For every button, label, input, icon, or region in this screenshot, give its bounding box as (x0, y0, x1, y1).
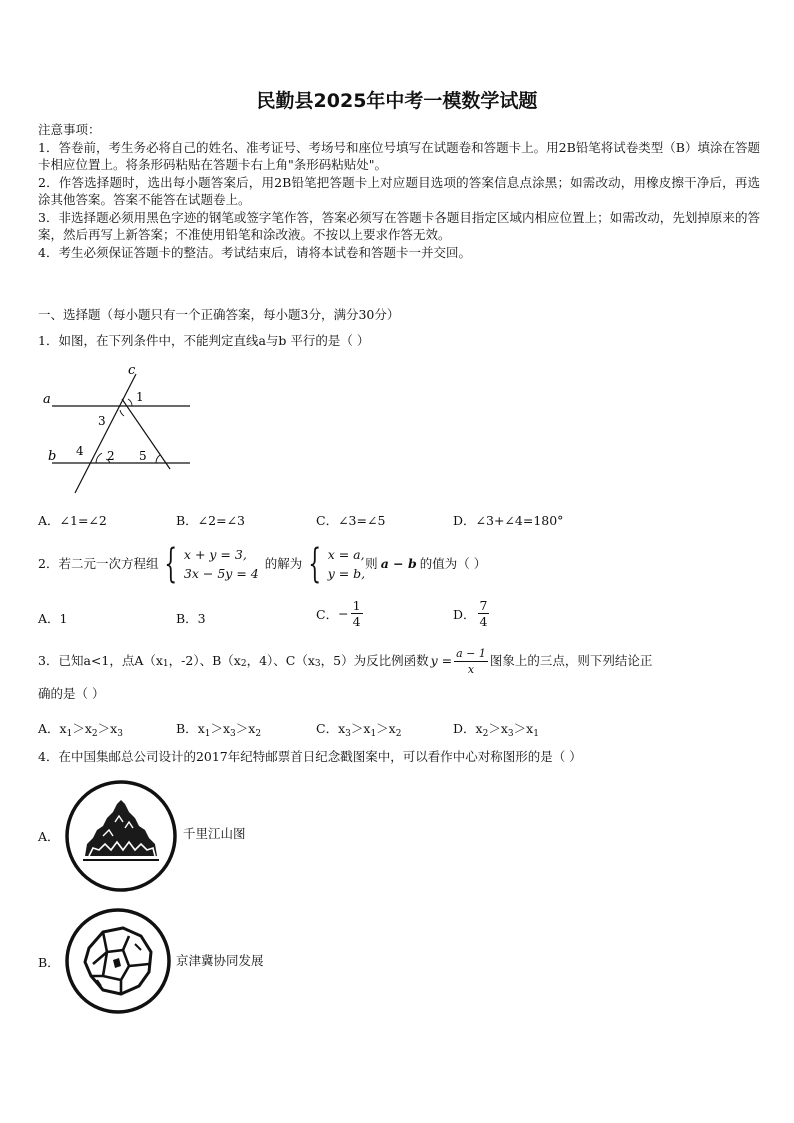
angle-label-1: 1 (136, 390, 144, 404)
q2-option-c-fraction (351, 598, 363, 629)
angle-arc-5 (156, 455, 160, 463)
option-label: C． (316, 721, 339, 736)
q2-sol1: x = a, (327, 547, 365, 562)
angle-label-3: 3 (98, 414, 106, 428)
subscript: 3 (117, 729, 123, 739)
var: x (59, 721, 67, 736)
q1-option-a[interactable]: A．∠1=∠2 (38, 513, 107, 528)
angle-label-2: 2 (107, 449, 115, 463)
q2-option-d[interactable] (453, 598, 491, 629)
q1-parallel-lines-figure (40, 362, 200, 497)
fraction-denominator: x (467, 662, 475, 676)
subscript: 3 (507, 729, 514, 739)
var: ＞x (97, 721, 118, 736)
q2-equation-system (184, 545, 259, 583)
subscript: 1 (204, 729, 211, 739)
q3-option-c[interactable] (316, 719, 401, 737)
note-item: 1．答卷前，考生务必将自己的姓名、准考证号、考场号和座位号填写在试题卷和答题卡上。用2B铅笔将试卷类型（B）填涂在答题卡相应位置上。将条形码粘贴在答题卡右上角"条形码粘贴处"。 (38, 139, 760, 172)
var: ＞x (235, 721, 256, 736)
q1-option-c[interactable]: C．∠3=∠5 (316, 513, 386, 528)
line-c (75, 374, 136, 493)
q3-stem-line2: 确的是（ ） (38, 686, 105, 701)
angle-arc-3 (120, 410, 124, 416)
q4-stem: 4．在中国集邮总公司设计的2017年纪特邮票首日纪念戳图案中，可以看作中心对称图形的是（ ） (38, 749, 582, 764)
q3-func-fraction (454, 646, 488, 677)
q3-text-d: ，5）为反比例函数 (320, 653, 429, 668)
option-label: D． (453, 721, 476, 736)
var: ＞x (513, 721, 534, 736)
page-title: 民勤县2025年中考一模数学试题 (256, 90, 538, 112)
stamp-qianli-jiangshan-icon (63, 778, 179, 894)
q2-suffix: 的值为（ ） (419, 556, 487, 571)
label-b: b (48, 449, 57, 464)
q3-text-c: ，4）、C（x (246, 653, 315, 668)
q2-option-c-sign: − (338, 606, 349, 621)
q3-text-a: 3．已知a<1，点A（x (38, 653, 163, 668)
fraction-denominator: 4 (352, 614, 361, 629)
q2-option-d-fraction (478, 598, 490, 629)
q2-sol2: y = b, (327, 566, 366, 581)
angle-label-4: 4 (76, 444, 84, 458)
angle-arc-1 (128, 399, 132, 406)
var: ＞x (350, 721, 371, 736)
q1-stem: 1．如图，在下列条件中，不能判定直线a与b 平行的是（ ） (38, 333, 370, 348)
q2-prefix: 2．若二元一次方程组 (38, 556, 159, 571)
q2-stem (38, 543, 486, 585)
fraction-denominator: 4 (479, 614, 488, 629)
q3-func-y: y = (430, 653, 453, 668)
subscript: 2 (395, 729, 402, 739)
q2-option-d-label: D． (453, 606, 476, 622)
label-c: c (128, 363, 136, 378)
subscript: 1 (370, 729, 377, 739)
q3-text-e: 图象上的三点，则下列结论正 (489, 653, 653, 668)
var: ＞x (210, 721, 231, 736)
angle-label-5: 5 (139, 449, 147, 463)
subscript: 2 (255, 729, 262, 739)
q1-option-d[interactable]: D．∠3+∠4=180° (453, 513, 564, 528)
subscript: 3 (230, 729, 236, 739)
fraction-numerator: 7 (479, 598, 488, 613)
note-item: 2．作答选择题时，选出每小题答案后，用2B铅笔把答题卡上对应题目选项的答案信息点涂黑；如需改动，用橡皮擦干净后，再选涂其他答案。答案不能答在试题卷上。 (38, 174, 760, 207)
q2-solution-system (328, 545, 365, 583)
subscript: 1 (66, 729, 73, 739)
brace-icon: { (308, 541, 322, 587)
var: ＞x (376, 721, 396, 736)
q3-stem (38, 644, 652, 678)
section-heading: 一、选择题（每小题只有一个正确答案，每小题3分，满分30分） (38, 307, 400, 322)
q2-eq2: 3x − 5y = 4 (183, 566, 259, 581)
q1-option-b[interactable]: B．∠2=∠3 (176, 513, 246, 528)
option-label: B． (176, 721, 198, 736)
q2-eq1: x + y = 3, (183, 547, 247, 562)
q4-option-b-label[interactable]: B． (38, 955, 60, 970)
q3-option-a[interactable] (38, 719, 123, 737)
q2-suffix-pre: 则 (365, 556, 378, 571)
var: x (338, 721, 346, 736)
option-label: A． (38, 721, 60, 736)
q4-option-a-label[interactable]: A． (38, 829, 60, 844)
q3-option-d[interactable] (453, 719, 539, 737)
q2-option-c[interactable] (316, 598, 365, 629)
q2-expression: a − b (380, 556, 417, 571)
stamp-jingjinji-icon (63, 906, 173, 1016)
q2-option-a[interactable]: A．1 (38, 611, 68, 626)
subscript: 3 (345, 729, 351, 739)
q2-mid: 的解为 (264, 556, 303, 571)
subscript: 1 (533, 729, 539, 739)
q4-option-b-text: 京津冀协同发展 (176, 953, 264, 968)
q3-option-b[interactable] (176, 719, 261, 737)
var: x (197, 721, 205, 736)
fraction-numerator: 1 (352, 598, 361, 613)
var: x (475, 721, 483, 736)
var: ＞x (488, 721, 508, 736)
angle-arc-4 (96, 453, 102, 463)
notes-heading: 注意事项： (38, 122, 101, 137)
note-item: 3．非选择题必须用黑色字迹的钢笔或签字笔作答，答案必须写在答题卡各题目指定区域内相应位置上；如需改动，先划掉原来的答案，然后再写上新答案；不准使用铅笔和涂改液。不按以上要求作答无效。 (38, 209, 760, 242)
q2-option-b[interactable]: B．3 (176, 611, 206, 626)
var: ＞x (72, 721, 92, 736)
q3-text-b: ，-2）、B（x (168, 653, 241, 668)
q4-option-a-text: 千里江山图 (183, 826, 246, 841)
subscript: 1 (162, 659, 169, 669)
subscript: 3 (314, 659, 321, 669)
q2-option-c-label: C． (316, 606, 339, 622)
note-item: 4．考生必须保证答题卡的整洁。考试结束后，请将本试卷和答题卡一并交回。 (38, 244, 471, 260)
fraction-numerator: a − 1 (456, 646, 486, 660)
subscript: 2 (240, 659, 247, 669)
label-a: a (43, 392, 51, 407)
subscript: 2 (482, 729, 489, 739)
notes (38, 121, 760, 261)
brace-icon: { (164, 541, 178, 587)
subscript: 2 (91, 729, 98, 739)
